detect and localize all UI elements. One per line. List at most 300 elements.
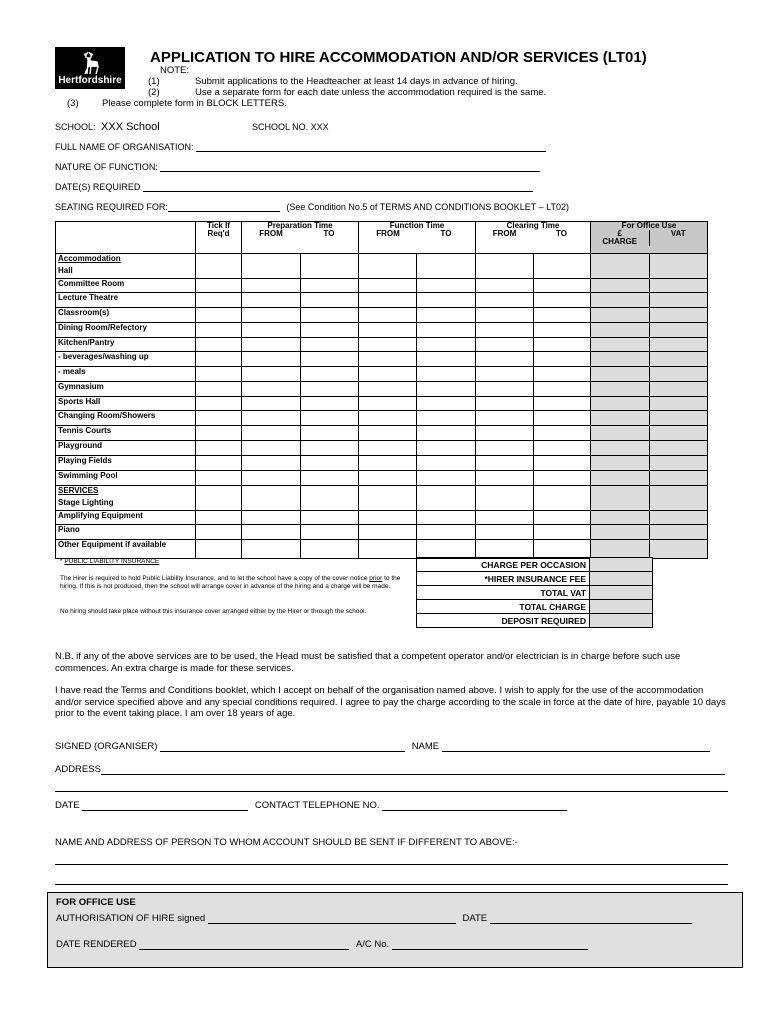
time-cell[interactable]: [476, 540, 534, 559]
time-cell[interactable]: [242, 540, 301, 559]
time-cell[interactable]: [359, 382, 417, 397]
charge-summary-table: [416, 557, 653, 628]
tick-cell[interactable]: [196, 540, 242, 559]
office-cell[interactable]: [591, 293, 650, 308]
time-cell[interactable]: [417, 525, 476, 540]
time-cell[interactable]: [301, 323, 359, 338]
dates-row: [55, 182, 533, 192]
row-label-classroom: Classroom(s): [58, 308, 110, 317]
insurance-paragraph-2: No hiring should take place without this insurance cover arranged either by the Hirer or through the school.: [60, 608, 367, 615]
office-cell[interactable]: [650, 382, 708, 397]
date-field[interactable]: [82, 801, 248, 811]
page-title: APPLICATION TO HIRE ACCOMMODATION AND/OR SERVICES (LT01): [150, 49, 647, 66]
time-cell[interactable]: [476, 411, 534, 426]
time-cell[interactable]: [534, 293, 591, 308]
time-cell[interactable]: [417, 397, 476, 411]
table-row: [56, 279, 708, 293]
office-cell[interactable]: [591, 308, 650, 323]
time-cell[interactable]: [476, 293, 534, 308]
office-cell[interactable]: [591, 511, 650, 525]
note-3: Please complete form in BLOCK LETTERS.: [102, 98, 287, 109]
time-cell[interactable]: [534, 338, 591, 352]
time-cell[interactable]: [476, 308, 534, 323]
table-row: [56, 308, 708, 323]
time-cell[interactable]: [301, 471, 359, 486]
office-cell[interactable]: [650, 540, 708, 559]
time-cell[interactable]: [417, 308, 476, 323]
time-cell[interactable]: [242, 254, 301, 279]
row-label: [56, 279, 196, 293]
date-phone-row: [55, 800, 567, 811]
time-cell[interactable]: [476, 441, 534, 456]
table-row: [56, 323, 708, 338]
time-cell[interactable]: [242, 293, 301, 308]
summary-row: [417, 572, 653, 586]
row-label-meals: - meals: [58, 367, 86, 376]
time-cell[interactable]: [242, 471, 301, 486]
time-cell[interactable]: [417, 279, 476, 293]
time-cell[interactable]: [534, 456, 591, 471]
time-cell[interactable]: [476, 471, 534, 486]
time-cell[interactable]: [359, 426, 417, 441]
table-row: [56, 456, 708, 471]
time-cell[interactable]: [301, 456, 359, 471]
dates-field[interactable]: [143, 183, 533, 192]
account-number-label: A/C No.: [355, 939, 390, 950]
office-cell[interactable]: [650, 486, 708, 511]
preparation-header: Preparation Time FROM TO: [242, 222, 359, 254]
account-line-1[interactable]: [55, 864, 728, 865]
tick-cell[interactable]: [196, 441, 242, 456]
time-cell[interactable]: [301, 382, 359, 397]
table-row: [56, 338, 708, 352]
row-label: [56, 511, 196, 525]
declaration-paragraph: I have read the Terms and Conditions booklet, which I accept on behalf of the organisation named above. I wish to apply for the use of the accommodation and/or service specified above and any special conditions required. I agree to pay the charge according to the scale in force at the date of hire, payable 10 days prior to the event taking place. I am over 18 years of age.: [55, 685, 726, 719]
office-cell[interactable]: [650, 293, 708, 308]
tick-cell[interactable]: [196, 254, 242, 279]
time-cell[interactable]: [417, 511, 476, 525]
table-row: [56, 441, 708, 456]
office-cell[interactable]: [650, 426, 708, 441]
summary-row: [417, 586, 653, 600]
office-date-label: DATE: [462, 913, 488, 924]
time-cell[interactable]: [359, 397, 417, 411]
stag-icon: [77, 49, 103, 75]
tick-cell[interactable]: [196, 471, 242, 486]
time-cell[interactable]: [301, 279, 359, 293]
office-cell[interactable]: [650, 352, 708, 367]
table-row: [56, 411, 708, 426]
address-label: ADDRESS: [55, 764, 101, 775]
office-use-box: [47, 892, 743, 968]
time-cell[interactable]: [301, 397, 359, 411]
row-label-piano: Piano: [58, 525, 80, 534]
time-cell[interactable]: [301, 525, 359, 540]
time-cell[interactable]: [534, 525, 591, 540]
office-cell[interactable]: [591, 397, 650, 411]
office-cell[interactable]: [650, 367, 708, 382]
office-cell[interactable]: [591, 338, 650, 352]
time-cell[interactable]: [417, 441, 476, 456]
insurance-fee-label: *HIRER INSURANCE FEE: [417, 572, 590, 586]
office-cell[interactable]: [650, 279, 708, 293]
time-cell[interactable]: [534, 382, 591, 397]
organisation-label: FULL NAME OF ORGANISATION:: [55, 142, 194, 152]
nb-paragraph: N.B. if any of the above services are to be used, the Head must be satisfied that a competent operator and/or electrician is in charge before such use commences. An extra charge is made for these services.: [55, 651, 681, 674]
authorisation-row: [56, 913, 692, 924]
row-label-fields: Playing Fields: [58, 456, 112, 465]
time-cell[interactable]: [242, 367, 301, 382]
time-cell[interactable]: [359, 367, 417, 382]
total-charge-value[interactable]: [590, 600, 653, 614]
tick-cell[interactable]: [196, 426, 242, 441]
time-cell[interactable]: [359, 411, 417, 426]
row-label: [56, 441, 196, 456]
time-cell[interactable]: [301, 486, 359, 511]
time-cell[interactable]: [417, 456, 476, 471]
time-cell[interactable]: [359, 441, 417, 456]
row-label-services: SERVICES: [58, 486, 99, 495]
signed-label: SIGNED (ORGANISER): [55, 741, 158, 752]
row-label-kitchen: Kitchen/Pantry: [58, 338, 115, 347]
office-cell[interactable]: [591, 471, 650, 486]
time-cell[interactable]: [242, 426, 301, 441]
time-cell[interactable]: [476, 525, 534, 540]
office-cell[interactable]: [650, 254, 708, 279]
row-label-sports: Sports Hall: [58, 397, 101, 406]
office-cell[interactable]: [650, 471, 708, 486]
office-cell[interactable]: [591, 382, 650, 397]
time-cell[interactable]: [242, 456, 301, 471]
note-2-number: (2): [148, 87, 160, 98]
table-header-row: [56, 222, 708, 254]
date-label: DATE: [55, 800, 80, 811]
office-cell[interactable]: [591, 456, 650, 471]
time-cell[interactable]: [359, 540, 417, 559]
row-label-playground: Playground: [58, 441, 103, 450]
row-label: [56, 397, 196, 411]
office-cell[interactable]: [591, 323, 650, 338]
tick-cell[interactable]: [196, 367, 242, 382]
name-field[interactable]: [442, 742, 710, 752]
office-cell[interactable]: [650, 511, 708, 525]
phone-field[interactable]: [382, 801, 567, 811]
time-cell[interactable]: [417, 426, 476, 441]
time-cell[interactable]: [242, 323, 301, 338]
time-cell[interactable]: [242, 441, 301, 456]
time-cell[interactable]: [534, 254, 591, 279]
row-label: [56, 471, 196, 486]
office-cell[interactable]: [650, 441, 708, 456]
time-cell[interactable]: [242, 338, 301, 352]
total-vat-label: TOTAL VAT: [417, 586, 590, 600]
time-cell[interactable]: [242, 382, 301, 397]
signed-row: [55, 741, 710, 752]
row-label: [56, 426, 196, 441]
note-1-number: (1): [148, 76, 160, 87]
time-cell[interactable]: [476, 352, 534, 367]
time-cell[interactable]: [534, 486, 591, 511]
time-cell[interactable]: [534, 540, 591, 559]
time-cell[interactable]: [534, 471, 591, 486]
time-cell[interactable]: [301, 441, 359, 456]
time-cell[interactable]: [359, 352, 417, 367]
time-cell[interactable]: [417, 352, 476, 367]
tick-cell[interactable]: [196, 382, 242, 397]
time-cell[interactable]: [359, 471, 417, 486]
time-cell[interactable]: [359, 486, 417, 511]
time-cell[interactable]: [359, 338, 417, 352]
school-row: [55, 121, 160, 133]
function-field[interactable]: [160, 163, 540, 172]
hire-table: [55, 221, 708, 559]
address-line-2[interactable]: [55, 791, 728, 792]
office-cell[interactable]: [650, 323, 708, 338]
time-cell[interactable]: [359, 525, 417, 540]
time-cell[interactable]: [476, 338, 534, 352]
tick-cell[interactable]: [196, 279, 242, 293]
row-label-amplifying: Amplifying Equipment: [58, 511, 143, 520]
office-cell[interactable]: [650, 397, 708, 411]
time-cell[interactable]: [301, 367, 359, 382]
signed-field[interactable]: [160, 742, 405, 752]
table-row: [56, 511, 708, 525]
time-cell[interactable]: [476, 486, 534, 511]
organisation-field[interactable]: [196, 143, 546, 152]
summary-row: [417, 558, 653, 572]
time-cell[interactable]: [359, 511, 417, 525]
time-cell[interactable]: [476, 397, 534, 411]
time-cell[interactable]: [242, 279, 301, 293]
row-label: [56, 338, 196, 352]
time-cell[interactable]: [359, 293, 417, 308]
office-cell[interactable]: [591, 352, 650, 367]
time-cell[interactable]: [301, 411, 359, 426]
office-cell[interactable]: [650, 456, 708, 471]
time-cell[interactable]: [242, 486, 301, 511]
account-label: NAME AND ADDRESS OF PERSON TO WHOM ACCOUNT SHOULD BE SENT IF DIFFERENT TO ABOVE:-: [55, 837, 518, 848]
rendered-row: [56, 939, 588, 950]
row-label: [56, 308, 196, 323]
row-label-pool: Swimming Pool: [58, 471, 118, 480]
time-cell[interactable]: [476, 367, 534, 382]
row-label: [56, 367, 196, 382]
time-cell[interactable]: [417, 367, 476, 382]
time-cell[interactable]: [301, 426, 359, 441]
tick-cell[interactable]: [196, 323, 242, 338]
row-label: [56, 525, 196, 540]
time-cell[interactable]: [417, 338, 476, 352]
seating-row: [55, 202, 569, 212]
tick-cell[interactable]: [196, 486, 242, 511]
table-row: [56, 397, 708, 411]
table-row: [56, 540, 708, 559]
function-header: Function Time FROM TO: [359, 222, 476, 254]
time-cell[interactable]: [359, 456, 417, 471]
row-label: [56, 486, 196, 511]
office-cell[interactable]: [591, 279, 650, 293]
time-cell[interactable]: [417, 471, 476, 486]
time-cell[interactable]: [417, 486, 476, 511]
time-cell[interactable]: [534, 441, 591, 456]
charge-per-occasion-value[interactable]: [590, 558, 653, 572]
header-blank: [56, 222, 196, 254]
time-cell[interactable]: [534, 426, 591, 441]
note-2: Use a separate form for each date unless the accommodation required is the same.: [195, 87, 547, 98]
tick-cell[interactable]: [196, 525, 242, 540]
time-cell[interactable]: [534, 511, 591, 525]
school-number: SCHOOL NO. XXX: [252, 122, 329, 132]
office-cell[interactable]: [591, 411, 650, 426]
time-cell[interactable]: [301, 308, 359, 323]
row-label-lecture: Lecture Theatre: [58, 293, 119, 302]
dates-label: DATE(S) REQUIRED: [55, 182, 141, 192]
account-number-field[interactable]: [392, 940, 588, 950]
time-cell[interactable]: [301, 540, 359, 559]
tick-cell[interactable]: [196, 456, 242, 471]
office-cell[interactable]: [650, 411, 708, 426]
time-cell[interactable]: [534, 323, 591, 338]
tick-cell[interactable]: [196, 352, 242, 367]
office-cell[interactable]: [650, 308, 708, 323]
hertfordshire-logo: [55, 47, 125, 89]
time-cell[interactable]: [242, 511, 301, 525]
seating-field[interactable]: [168, 203, 280, 212]
school-label: SCHOOL:: [55, 122, 96, 132]
office-date-field[interactable]: [490, 914, 692, 924]
time-cell[interactable]: [534, 279, 591, 293]
time-cell[interactable]: [242, 308, 301, 323]
authorisation-label: AUTHORISATION OF HIRE signed: [56, 913, 206, 924]
time-cell[interactable]: [476, 426, 534, 441]
school-value[interactable]: XXX School: [101, 121, 160, 133]
time-cell[interactable]: [534, 352, 591, 367]
time-cell[interactable]: [359, 323, 417, 338]
time-cell[interactable]: [417, 254, 476, 279]
time-cell[interactable]: [359, 254, 417, 279]
account-line-2[interactable]: [55, 884, 728, 885]
time-cell[interactable]: [476, 323, 534, 338]
total-vat-value[interactable]: [590, 586, 653, 600]
row-label: [56, 382, 196, 397]
time-cell[interactable]: [301, 254, 359, 279]
function-label: NATURE OF FUNCTION:: [55, 162, 158, 172]
function-row: [55, 162, 540, 172]
office-cell[interactable]: [650, 338, 708, 352]
time-cell[interactable]: [242, 525, 301, 540]
row-label: [56, 411, 196, 426]
time-cell[interactable]: [359, 279, 417, 293]
charge-per-occasion-label: CHARGE PER OCCASION: [417, 558, 590, 572]
time-cell[interactable]: [476, 279, 534, 293]
rendered-label: DATE RENDERED: [56, 939, 137, 950]
row-label-dining: Dining Room/Refectory: [58, 323, 147, 332]
insurance-paragraph-1: The Hirer is required to hold Public Liability Insurance, and to let the school have a copy of the cover notice prior to the hiring. If this is not produced, then the school will arrange cover in advance of the hiring and a charge will be made.: [60, 575, 401, 590]
row-label-hall: Hall: [58, 266, 73, 275]
table-row: [56, 367, 708, 382]
phone-label: CONTACT TELEPHONE NO.: [254, 800, 380, 811]
time-cell[interactable]: [476, 456, 534, 471]
organisation-row: [55, 142, 546, 152]
rendered-field[interactable]: [139, 940, 349, 950]
insurance-fee-value[interactable]: [590, 572, 653, 586]
row-label: [56, 293, 196, 308]
tick-cell[interactable]: [196, 397, 242, 411]
time-cell[interactable]: [301, 293, 359, 308]
table-row: [56, 382, 708, 397]
deposit-value[interactable]: [590, 614, 653, 628]
note-heading: NOTE:: [160, 65, 190, 76]
tick-cell[interactable]: [196, 511, 242, 525]
office-cell[interactable]: [591, 441, 650, 456]
row-label: [56, 540, 196, 559]
time-cell[interactable]: [476, 511, 534, 525]
note-3-number: (3): [67, 98, 79, 109]
row-label-tennis: Tennis Courts: [58, 426, 112, 435]
office-cell[interactable]: [591, 426, 650, 441]
office-cell[interactable]: [591, 254, 650, 279]
time-cell[interactable]: [301, 352, 359, 367]
row-label-changing: Changing Room/Showers: [58, 411, 156, 420]
office-cell[interactable]: [591, 367, 650, 382]
table-row: [56, 426, 708, 441]
office-cell[interactable]: [591, 525, 650, 540]
deposit-label: DEPOSIT REQUIRED: [417, 614, 590, 628]
row-label-committee: Committee Room: [58, 279, 125, 288]
office-cell[interactable]: [650, 525, 708, 540]
time-cell[interactable]: [476, 254, 534, 279]
office-heading: FOR OFFICE USE: [56, 897, 136, 908]
table-row: [56, 471, 708, 486]
time-cell[interactable]: [476, 382, 534, 397]
time-cell[interactable]: [417, 323, 476, 338]
office-cell[interactable]: [591, 486, 650, 511]
time-cell[interactable]: [534, 397, 591, 411]
time-cell[interactable]: [534, 411, 591, 426]
time-cell[interactable]: [242, 352, 301, 367]
summary-row: [417, 600, 653, 614]
time-cell[interactable]: [301, 511, 359, 525]
row-label-beverages: - beverages/washing up: [58, 352, 149, 361]
table-row: [56, 525, 708, 540]
time-cell[interactable]: [242, 397, 301, 411]
row-label: [56, 254, 196, 279]
authorisation-field[interactable]: [208, 914, 456, 924]
tick-cell[interactable]: [196, 308, 242, 323]
time-cell[interactable]: [417, 411, 476, 426]
office-cell[interactable]: [591, 540, 650, 559]
time-cell[interactable]: [359, 308, 417, 323]
address-field[interactable]: [101, 765, 725, 775]
tick-cell[interactable]: [196, 411, 242, 426]
time-cell[interactable]: [242, 411, 301, 426]
tick-cell[interactable]: [196, 293, 242, 308]
time-cell[interactable]: [301, 338, 359, 352]
time-cell[interactable]: [534, 308, 591, 323]
row-label: [56, 352, 196, 367]
time-cell[interactable]: [417, 382, 476, 397]
tick-cell[interactable]: [196, 338, 242, 352]
row-label-gym: Gymnasium: [58, 382, 104, 391]
time-cell[interactable]: [417, 293, 476, 308]
clearing-header: Clearing Time FROM TO: [476, 222, 591, 254]
row-label-stage: Stage Lighting: [58, 498, 114, 507]
office-use-header: For Office Use £ CHARGE VAT: [591, 222, 708, 254]
time-cell[interactable]: [417, 540, 476, 559]
address-row: [55, 764, 725, 775]
row-label-other: Other Equipment if available: [58, 540, 167, 549]
time-cell[interactable]: [534, 367, 591, 382]
